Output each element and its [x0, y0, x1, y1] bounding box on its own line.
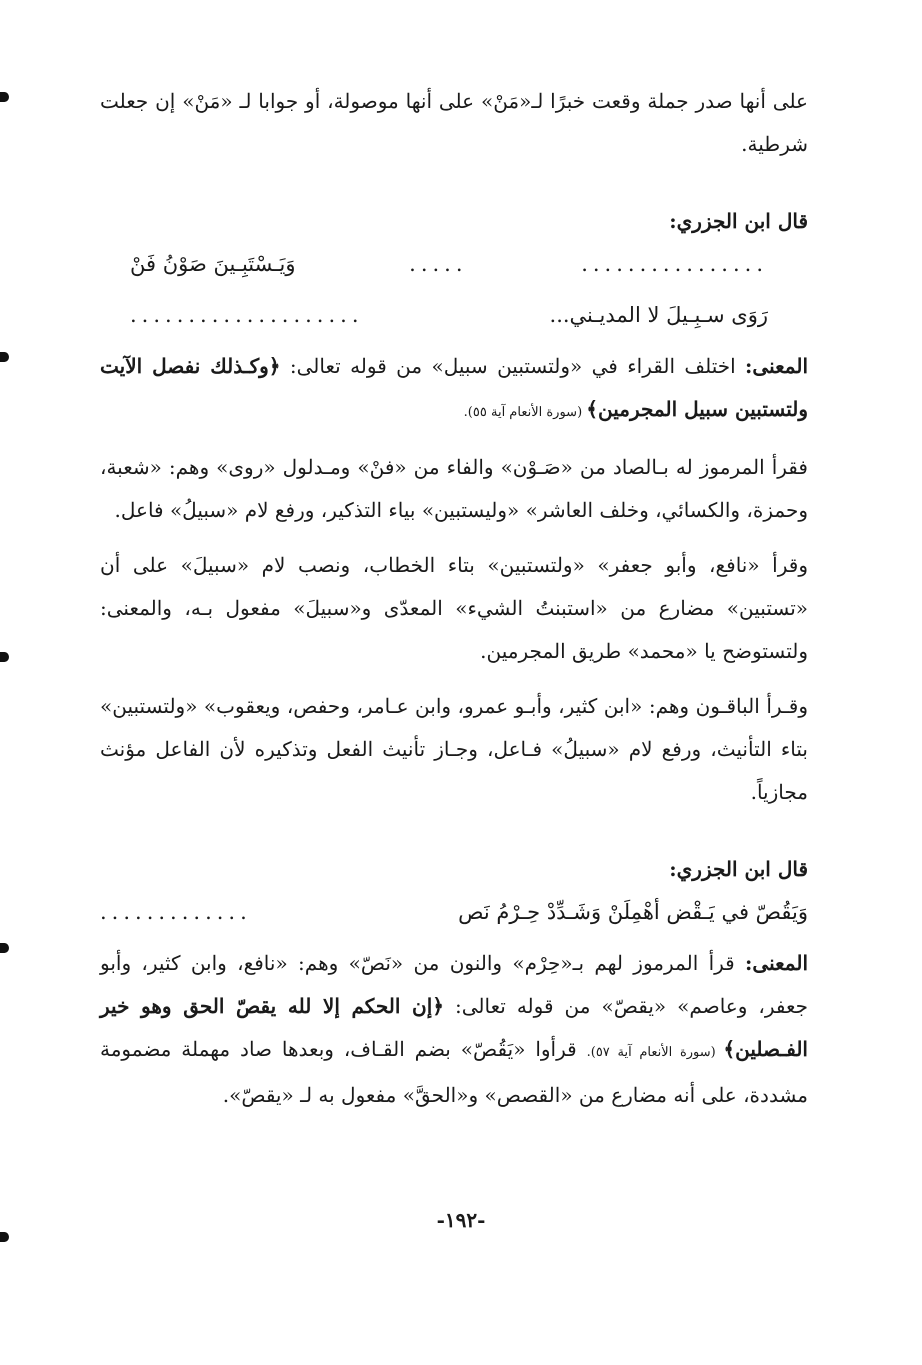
- meaning-text: قرأ المرموز لهم بـ«حِرْم» والنون من «نَصّ» وهم: «نافع، وابن كثير، وأبو جعفر، وعاصم» «يقصّ» من قوله تعالى:: [100, 951, 809, 1018]
- verse-dots: .....: [409, 252, 468, 276]
- paragraph-meaning-1: [100, 345, 808, 434]
- verse-line-1: [100, 243, 808, 286]
- verse-text: رَوَى سـبِـيلَ لا المديـني...: [549, 303, 768, 327]
- verse-dots: ....................: [130, 303, 364, 327]
- quran-quote: ﴿إن الحكم إلا لله يقصّ الحق وهو خير الفـصلين﴾: [100, 994, 808, 1061]
- meaning-text: اختلف القراء في «ولتستبين سبيل» من قوله تعالى:: [280, 354, 746, 378]
- paragraph-reading-1: فقرأ المرموز له بـالصاد من «صَـوْن» والفاء من «فنْ» ومـدلول «روى» وهم: «شعبة، وحمزة، والكسائي، وخلف العاشر» «وليستبين» بياء التذكير، ورفع لام «سبيلُ» فاعل.: [100, 455, 808, 522]
- verse-dots: .............: [100, 900, 252, 924]
- surah-reference: (سورة الأنعام آية ٥٧).: [586, 1045, 724, 1060]
- scan-edge-mark: [0, 652, 9, 662]
- scan-edge-mark: [0, 943, 9, 953]
- meaning-text: قرأوا «يَقُصّ» بضم القـاف، وبعدها صاد مهملة مضمومة مشددة، على أنه مضارع من «القصص» و«الحقَّ» مفعول به لـ «يقصّ».: [100, 1037, 808, 1107]
- verse-text: وَيَقُصّ في يَـقْض أهْمِلَنْ وَشَـدِّدْ حِـرْمُ نَص: [458, 900, 808, 924]
- paragraph-reading-3: وقـرأ الباقـون وهم: «ابن كثير، وأبـو عمرو، وابن عـامر، وحفص، ويعقوب» «ولتستبين» بتاء التأنيث، ورفع لام «سبيلُ» فـاعل، وجـاز تأنيث الفعل وتذكيره لأن الفاعل مؤنث مجازياً.: [100, 694, 808, 804]
- spacer: [100, 826, 808, 848]
- verse-dots: ................: [581, 252, 768, 276]
- paragraph-meaning-2: [100, 942, 808, 1117]
- surah-reference: (سورة الأنعام آية ٥٥).: [463, 405, 587, 420]
- paragraph-intro: على أنها صدر جملة وقعت خبرًا لـ«مَنْ» على أنها موصولة، أو جوابا لـ «مَنْ» إن جعلت شرطية.: [100, 89, 808, 156]
- meaning-label: المعنى:: [745, 354, 808, 378]
- heading-ibn-al-jazari-2: قال ابن الجزري:: [669, 857, 808, 881]
- verse-line-3: [100, 891, 808, 934]
- scan-edge-mark: [0, 92, 9, 102]
- verse-text: وَيَـسْتَبِـينَ صَوْنُ فَنْ: [130, 252, 296, 276]
- spacer: [100, 178, 808, 200]
- page-number: -١٩٢-: [436, 1208, 486, 1232]
- heading-ibn-al-jazari-1: قال ابن الجزري:: [669, 209, 808, 233]
- scan-edge-mark: [0, 1232, 9, 1242]
- meaning-label: المعنى:: [745, 951, 808, 975]
- document-body: [100, 80, 808, 1129]
- verse-line-2: [100, 294, 808, 337]
- paragraph-reading-2: وقرأ «نافع، وأبو جعفر» «ولتستبين» بتاء الخطاب، ونصب لام «سبيلَ» على أن «تستبين» مضارع من «استبنتُ الشيء» المعدّى و«سبيلَ» مفعول بـه، والمعنى: ولتستوضح يا «محمد» طريق المجرمين.: [100, 553, 808, 663]
- scan-edge-mark: [0, 352, 9, 362]
- quran-quote: ﴿وكـذلك نفصل الآيت ولتستبين سبيل المجرمين﴾: [100, 354, 808, 421]
